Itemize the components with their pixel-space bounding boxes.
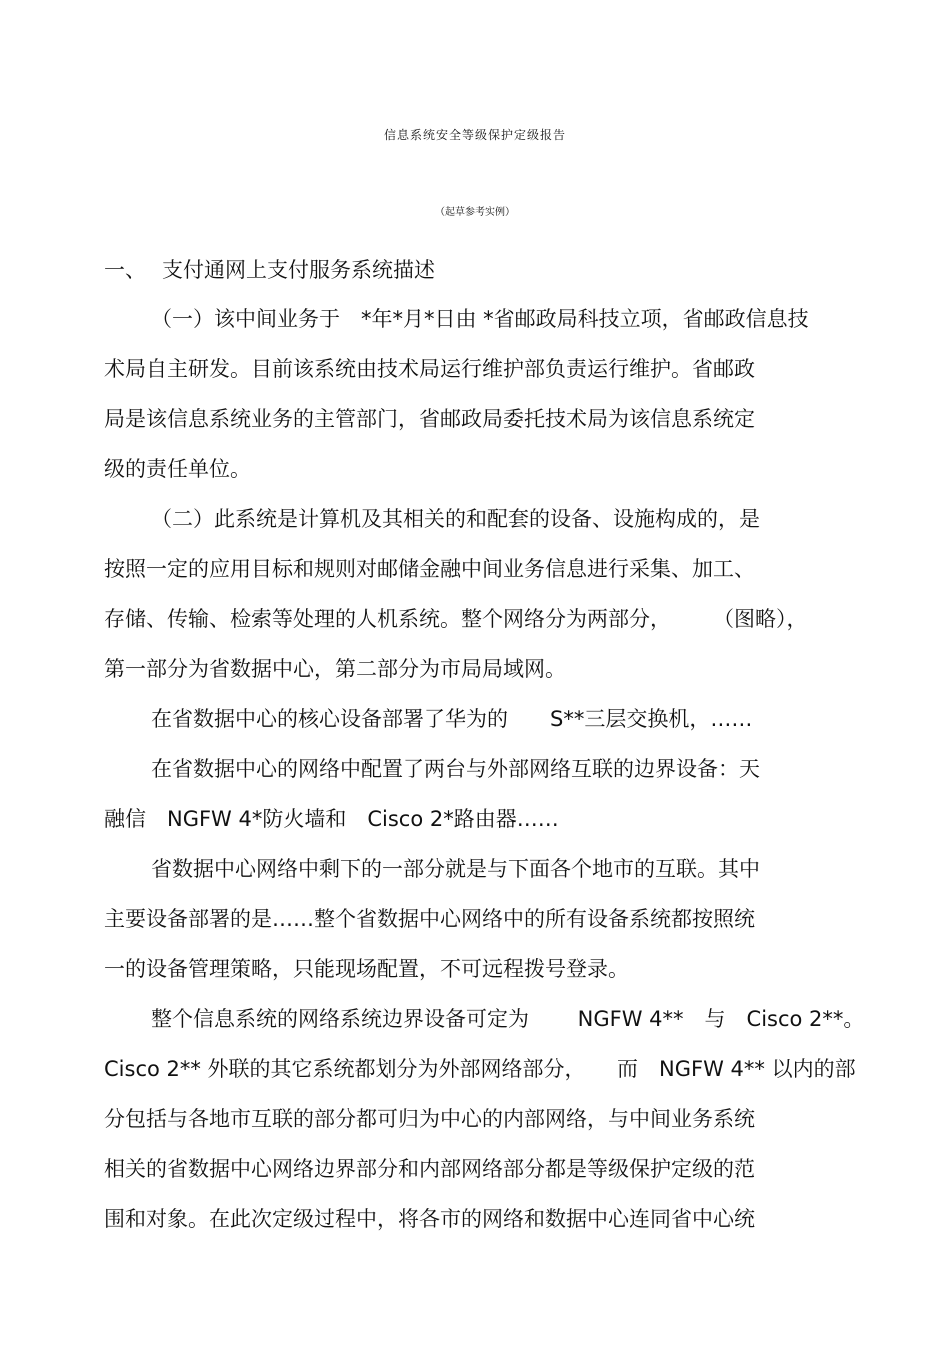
document-title: 信息系统安全等级保护定级报告 [383,128,566,142]
body-line: 在省数据中心的核心设备部署了华为的 S**三层交换机，…… [151,707,753,731]
body-line: （一）该中间业务于 *年*月*日由 *省邮政局科技立项，省邮政信息技 [151,307,809,331]
body-line: 围和对象。在此次定级过程中，将各市的网络和数据中心连同省中心统 [104,1207,755,1231]
body-line: 存储、传输、检索等处理的人机系统。整个网络分为两部分， （图略）， [104,607,808,631]
body-line: 术局自主研发。目前该系统由技术局运行维护部负责运行维护。省邮政 [104,357,755,381]
body-line: 局是该信息系统业务的主管部门，省邮政局委托技术局为该信息系统定 [104,407,755,431]
section-number: 一、 [104,258,146,282]
body-line: 相关的省数据中心网络边界部分和内部网络部分都是等级保护定级的范 [104,1157,755,1181]
body-line: （二）此系统是计算机及其相关的和配套的设备、设施构成的，是 [151,507,760,531]
section-heading [104,254,435,284]
body-line: 在省数据中心的网络中配置了两台与外部网络互联的边界设备：天 [151,757,760,781]
body-line: 省数据中心网络中剩下的一部分就是与下面各个地市的互联。其中 [151,857,760,881]
body-line: 整个信息系统的网络系统边界设备可定为 NGFW 4** 与 Cisco 2**。 [151,1007,865,1031]
body-line: 融信 NGFW 4*防火墙和 Cisco 2*路由器…… [104,807,559,831]
body-line: 分包括与各地市互联的部分都可归为中心的内部网络，与中间业务系统 [104,1107,755,1131]
body-line: 第一部分为省数据中心，第二部分为市局局域网。 [104,657,566,681]
body-line: 一的设备管理策略，只能现场配置，不可远程拨号登录。 [104,957,629,981]
section-heading-text: 支付通网上支付服务系统描述 [162,258,435,282]
document-subtitle: （起草参考实例） [435,207,515,218]
body-line: 主要设备部署的是……整个省数据中心网络中的所有设备系统都按照统 [104,907,755,931]
body-line: Cisco 2** 外联的其它系统都划分为外部网络部分， 而 NGFW 4** 以内的部 [104,1057,856,1081]
body-line: 级的责任单位。 [104,457,251,481]
body-line: 按照一定的应用目标和规则对邮储金融中间业务信息进行采集、加工、 [104,557,755,581]
